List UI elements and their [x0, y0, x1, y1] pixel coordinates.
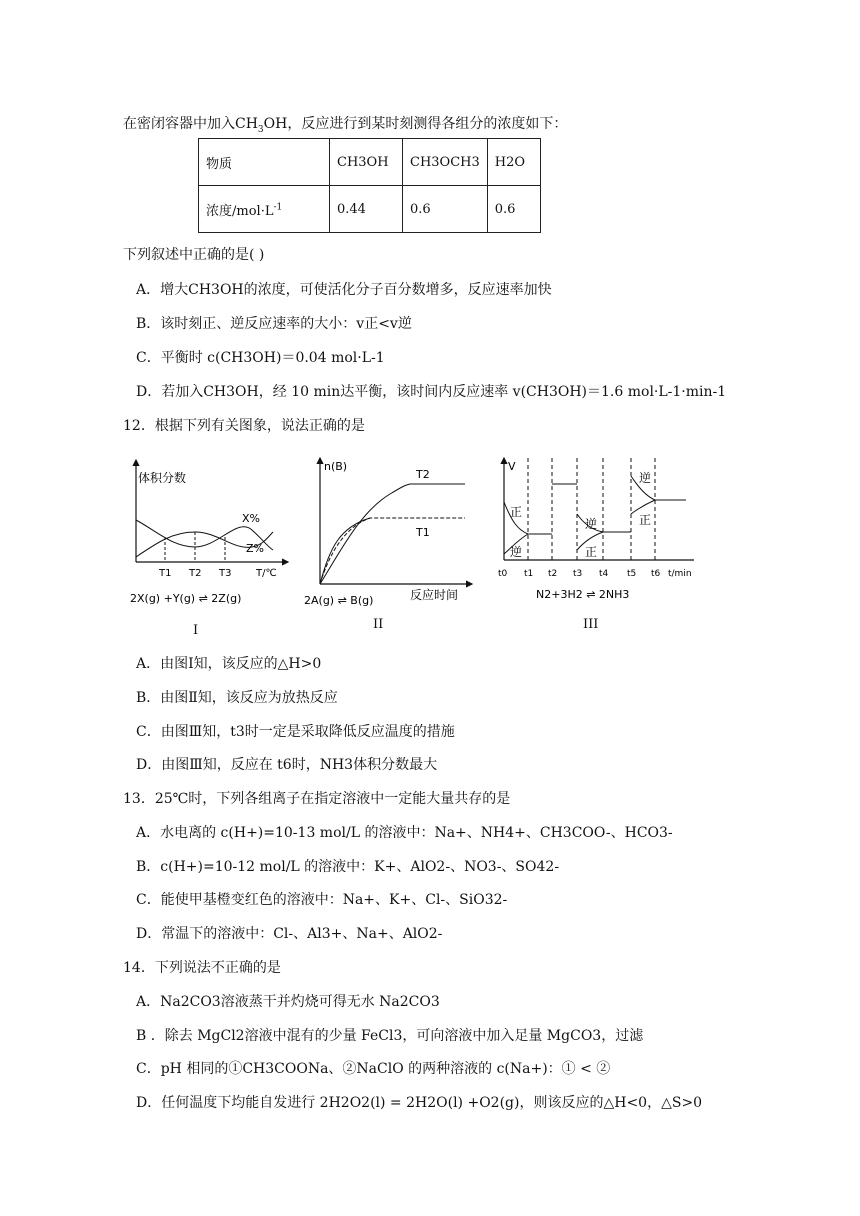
- label-rev-2: 逆: [585, 517, 598, 531]
- tick-t4: t4: [599, 569, 609, 579]
- tick-t2: t2: [548, 569, 558, 579]
- q12-option-b: B．由图Ⅱ知，该反应为放热反应: [136, 690, 338, 706]
- q13-option-c: C．能使甲基橙变红色的溶液中：Na+、K+、Cl-、SiO32-: [136, 892, 508, 908]
- intro-text-2: OH，反应进行到某时刻测得各组分的浓度如下：: [263, 116, 568, 132]
- table-row: [199, 139, 541, 186]
- y-axis-label: 体积分数: [138, 471, 187, 485]
- q11-stem: 下列叙述中正确的是( ): [123, 247, 265, 263]
- y-axis-label: V: [508, 460, 516, 473]
- label-fwd-2: 正: [585, 545, 598, 559]
- intro-text-1: 在密闭容器中加入CH: [123, 116, 258, 132]
- q12-stem: 12．根据下列有关图象，说法正确的是: [123, 418, 365, 434]
- q14-option-a: A．Na2CO3溶液蒸干并灼烧可得无水 Na2CO3: [136, 994, 440, 1010]
- equation-2: 2A(g) ⇌ B(g): [304, 594, 374, 607]
- q14-option-c: C．pH 相同的①CH3COONa、②NaClO 的两种溶液的 c(Na+)：① < ②: [136, 1061, 611, 1077]
- table-cell: 0.44: [330, 186, 403, 233]
- label-rev-3: 逆: [639, 471, 652, 485]
- x-axis-label: T/℃: [256, 568, 277, 579]
- caption-2: II: [373, 617, 384, 632]
- series-t1-label: T1: [416, 526, 430, 539]
- table-cell: CH3OH: [330, 139, 403, 186]
- series-z-label: Z%: [246, 542, 264, 555]
- figure-3: [494, 452, 704, 612]
- tick-t5: t5: [627, 569, 637, 579]
- caption-1: I: [193, 623, 199, 638]
- figure-1: [118, 452, 298, 612]
- row-label-sup: -1: [273, 202, 283, 213]
- fwd-curve-3: [631, 500, 655, 514]
- tick-t1: t1: [524, 569, 534, 579]
- figure-2: [300, 452, 480, 612]
- tick-t0: t0: [498, 569, 508, 579]
- q11-option-c: C．平衡时 c(CH3OH)＝0.04 mol·L-1: [136, 350, 385, 366]
- label-rev-1: 逆: [510, 545, 523, 559]
- label-fwd-1: 正: [510, 505, 523, 519]
- table-cell: [199, 186, 330, 233]
- q14-option-b: B ．除去 MgCl2溶液中混有的少量 FeCl3，可向溶液中加入足量 MgCO3，过滤: [136, 1028, 644, 1044]
- intro-line: [123, 113, 567, 133]
- label-fwd-3: 正: [639, 513, 652, 527]
- q13-option-d: D．常温下的溶液中：Cl-、Al3+、Na+、AlO2-: [136, 926, 443, 942]
- table-cell: 0.6: [487, 186, 540, 233]
- tick-t3: t3: [573, 569, 583, 579]
- tick-t2: T2: [189, 568, 202, 579]
- concentration-table: [198, 138, 541, 233]
- tick-t3: T3: [219, 568, 232, 579]
- q13-stem: 13．25℃时，下列各组离子在指定溶液中一定能大量共存的是: [123, 791, 511, 807]
- x-axis-label: t/min: [668, 569, 692, 579]
- q12-option-a: A．由图Ⅰ知，该反应的△H>0: [136, 656, 322, 672]
- series-x-label: X%: [242, 512, 260, 525]
- curve-t1-dashed: [320, 518, 465, 584]
- table-cell: H2O: [487, 139, 540, 186]
- equation-3: N2+3H2 ⇌ 2NH3: [536, 588, 630, 601]
- series-t2-label: T2: [416, 468, 430, 481]
- equation-1: 2X(g) +Y(g) ⇌ 2Z(g): [130, 592, 242, 605]
- table-row: [199, 186, 541, 233]
- curve-t2: [320, 484, 465, 584]
- table-cell: 0.6: [403, 186, 488, 233]
- intro-sub: 3: [257, 124, 264, 135]
- q11-option-b: B．该时刻正、逆反应速率的大小：v正<v逆: [136, 316, 412, 332]
- tick-t6: t6: [651, 569, 661, 579]
- y-axis-label: n(B): [324, 460, 348, 473]
- caption-3: III: [583, 617, 599, 632]
- x-axis-label: 反应时间: [410, 588, 459, 602]
- q12-option-d: D．由图Ⅲ知，反应在 t6时，NH3体积分数最大: [136, 757, 438, 773]
- q13-option-b: B．c(H+)=10-12 mol/L 的溶液中：K+、AlO2-、NO3-、SO42-: [136, 859, 560, 875]
- curve-t1: [320, 518, 370, 584]
- table-cell: CH3OCH3: [403, 139, 488, 186]
- q11-option-a: A．增大CH3OH的浓度，可使活化分子百分数增多，反应速率加快: [136, 282, 552, 298]
- q13-option-a: A．水电离的 c(H+)=10-13 mol/L 的溶液中：Na+、NH4+、CH3COO-、HCO3-: [136, 825, 673, 841]
- row-label: 浓度/mol·L: [206, 203, 274, 219]
- table-cell: 物质: [199, 139, 330, 186]
- q14-stem: 14．下列说法不正确的是: [123, 960, 281, 976]
- q12-option-c: C．由图Ⅲ知，t3时一定是采取降低反应温度的措施: [136, 724, 455, 740]
- tick-t1: T1: [159, 568, 172, 579]
- q11-option-d: D．若加入CH3OH，经 10 min达平衡，该时间内反应速率 v(CH3OH)＝1.6 mol·L-1·min-1: [136, 384, 727, 400]
- q14-option-d: D．任何温度下均能自发进行 2H2O2(l) = 2H2O(l) +O2(g)，则该反应的△H<0，△S>0: [136, 1095, 703, 1111]
